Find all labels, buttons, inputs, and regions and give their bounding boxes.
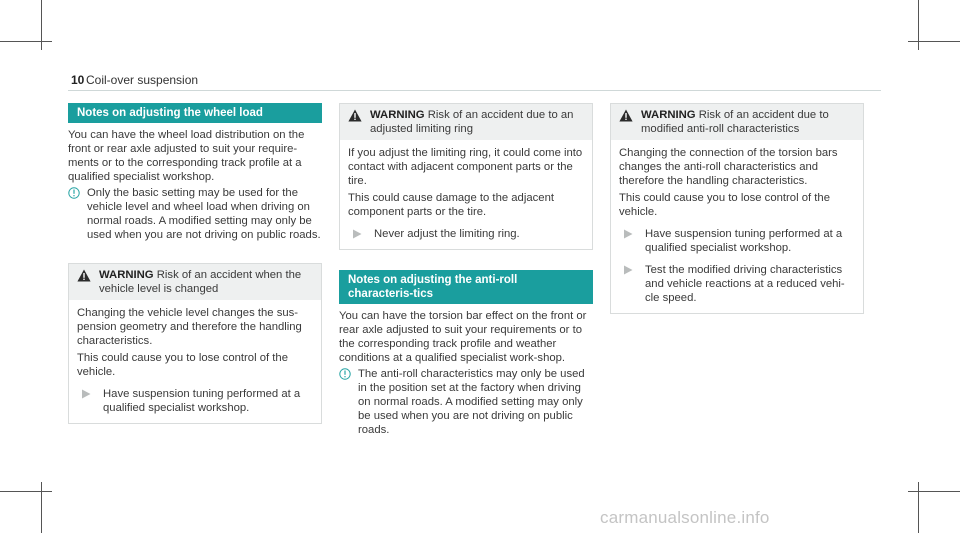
info-note-icon <box>68 187 80 199</box>
warning-triangle-icon <box>77 269 91 282</box>
warning-header <box>340 104 592 140</box>
warning-label: WARNING <box>99 269 154 281</box>
crop-mark <box>0 41 52 42</box>
section-heading: Notes on adjusting the wheel load <box>68 103 322 123</box>
action-text: Have suspension tuning performed at a qualified specialist workshop. <box>645 228 843 254</box>
column-3 <box>610 103 864 314</box>
warning-paragraph: This could cause you to lose control of the vehicle. <box>77 352 288 378</box>
action-text: Have suspension tuning performed at a qualified specialist workshop. <box>103 388 301 414</box>
warning-label: WARNING <box>641 109 696 121</box>
action-step <box>77 387 313 415</box>
warning-body <box>340 140 592 249</box>
crop-mark <box>918 0 919 50</box>
warning-header <box>611 104 863 140</box>
action-text: Never adjust the limiting ring. <box>374 228 520 240</box>
info-note-icon <box>339 368 351 380</box>
warning-triangle-icon <box>348 109 362 122</box>
action-arrow-icon <box>352 229 362 239</box>
body-paragraph: You can have the wheel load distribution on the front or rear axle adjusted to suit your require-ments or to the corresponding track profile at a qualified specialist workshop. <box>68 129 305 183</box>
warning-box <box>68 263 322 424</box>
section-heading: Notes on adjusting the anti-roll characteris-tics <box>339 270 593 304</box>
crop-mark <box>41 0 42 50</box>
warning-label: WARNING <box>370 109 425 121</box>
warning-title: Risk of an accident when the vehicle level is changed <box>99 269 302 295</box>
column-2 <box>339 103 593 437</box>
action-step <box>619 263 855 305</box>
column-1 <box>68 103 322 424</box>
action-arrow-icon <box>623 229 633 239</box>
crop-mark <box>0 491 52 492</box>
warning-box <box>610 103 864 314</box>
page-number: 10 <box>71 73 85 87</box>
warning-paragraph: Changing the vehicle level changes the sus-pension geometry and therefore the handling characteristics. <box>77 307 302 347</box>
crop-mark <box>918 482 919 533</box>
warning-body <box>611 140 863 313</box>
note <box>339 367 593 437</box>
crop-mark <box>908 491 960 492</box>
page-title: Coil-over suspension <box>86 73 199 87</box>
action-step <box>619 227 855 255</box>
warning-paragraph: Changing the connection of the torsion bars changes the anti-roll characteristics and therefore the handling characteristics. <box>619 147 838 187</box>
body-paragraph: You can have the torsion bar effect on the front or rear axle adjusted to suit your requirements or to the corresponding track profile and weather conditions at a qualified specialist work-shop. <box>339 310 587 364</box>
warning-header <box>69 264 321 300</box>
header-divider <box>68 90 881 91</box>
warning-paragraph: This could cause you to lose control of the vehicle. <box>619 192 830 218</box>
note <box>68 186 322 242</box>
warning-body <box>69 300 321 423</box>
crop-mark <box>41 482 42 533</box>
warning-triangle-icon <box>619 109 633 122</box>
action-arrow-icon <box>81 389 91 399</box>
note-text: The anti-roll characteristics may only be used in the position set at the factory when driving on normal roads. A modified setting may only be used when you are not driving on public roads. <box>358 368 585 436</box>
warning-title: Risk of an accident due to modified anti-roll characteristics <box>641 109 829 135</box>
action-text: Test the modified driving characteristics and vehicle reactions at a reduced vehi-cle speed. <box>645 264 845 304</box>
action-arrow-icon <box>623 265 633 275</box>
warning-box <box>339 103 593 250</box>
watermark: carmanualsonline.info <box>600 508 770 527</box>
action-step <box>348 227 584 241</box>
warning-title: Risk of an accident due to an adjusted limiting ring <box>370 109 574 135</box>
warning-paragraph: If you adjust the limiting ring, it could come into contact with adjacent component parts or the tire. <box>348 147 583 187</box>
note-text: Only the basic setting may be used for the vehicle level and wheel load when driving on normal roads. A modified setting may only be used when you are not driving on public roads. <box>87 187 321 241</box>
warning-paragraph: This could cause damage to the adjacent component parts or the tire. <box>348 192 554 218</box>
crop-mark <box>908 41 960 42</box>
